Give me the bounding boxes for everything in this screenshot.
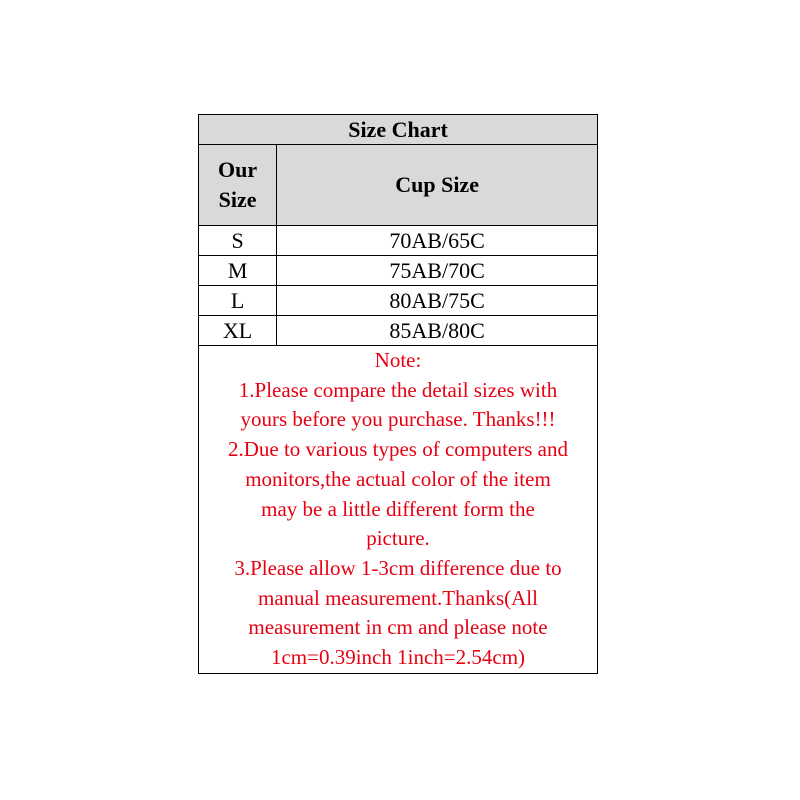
note-heading: Note: [374,348,422,372]
cup-size-header: Cup Size [277,145,598,226]
size-cell: M [199,256,277,286]
table-row [199,316,598,346]
size-cell: S [199,226,277,256]
note-block [199,346,598,674]
cup-cell: 70AB/65C [277,226,598,256]
note-line: 3.Please allow 1-3cm difference due to [234,555,562,580]
cup-cell: 75AB/70C [277,256,598,286]
cup-cell: 85AB/80C [277,316,598,346]
our-size-header [199,145,277,226]
note-line: manual measurement.Thanks(All [258,585,538,610]
our-size-header-line2: Size [218,187,257,212]
note-line: monitors,the actual color of the item [245,466,551,491]
note-line: 2.Due to various types of computers and [227,437,568,462]
title-row [199,115,598,145]
note-line: may be a little different form the [261,496,535,521]
cup-cell: 80AB/75C [277,286,598,316]
note-line: measurement in cm and please note [248,615,548,640]
table-row [199,226,598,256]
size-chart-table [198,114,598,674]
our-size-header-line1: Our [218,157,258,182]
note-line: yours before you purchase. Thanks!!! [240,407,556,432]
size-cell: L [199,286,277,316]
chart-title: Size Chart [199,115,598,145]
size-cell: XL [199,316,277,346]
note-line: picture. [366,526,430,551]
note-line: 1cm=0.39inch 1inch=2.54cm) [270,645,526,670]
table-row [199,286,598,316]
header-row [199,145,598,226]
note-line: 1.Please compare the detail sizes with [238,377,558,402]
note-row [199,346,598,674]
table-row [199,256,598,286]
